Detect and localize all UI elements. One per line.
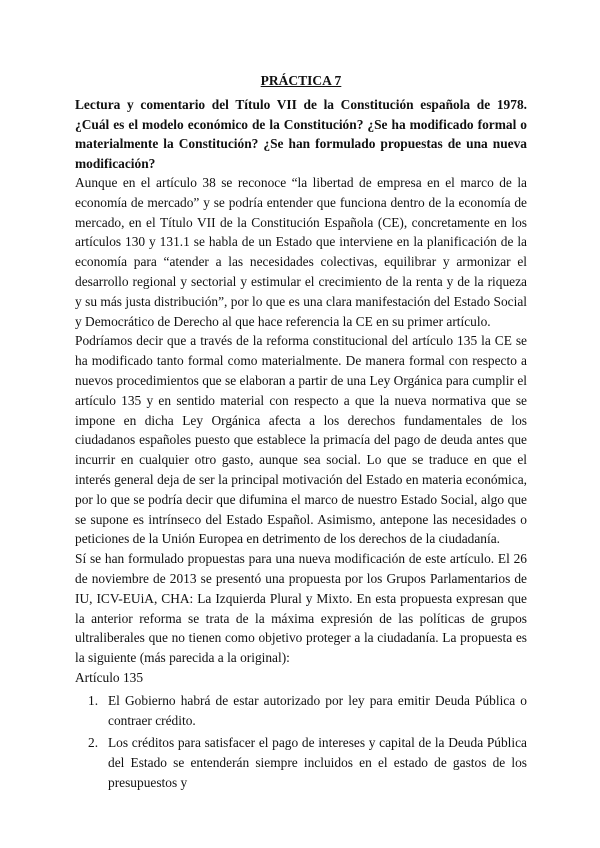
document-title: PRÁCTICA 7: [260, 73, 342, 88]
document-heading: Lectura y comentario del Título VII de la Constitución española de 1978. ¿Cuál es el modelo económico de la Constitución? ¿Se ha modificado formal o materialmente la Constitución? ¿Se han formulado propuestas de una nueva modificación?: [75, 97, 527, 171]
list-item-number: 1.: [88, 692, 99, 708]
list-item: [75, 691, 527, 731]
article-title: Artículo 135: [75, 669, 144, 685]
paragraph-new-proposals: Sí se han formulado propuestas para una nueva modificación de este artículo. El 26 de noviembre de 2013 se presentó una propuesta por los Grupos Parlamentarios de IU, ICV-EUiA, CHA: La Izquierda Plural y Mixto. En esta propuesta expresan que la anterior reforma se trata de la máxima expresión de las políticas de grupos ultraliberales que no tienen como objetivo proteger a la ciudadanía. La propuesta es la siguiente (más parecida a la original):: [75, 551, 527, 666]
list-item-text: El Gobierno habrá de estar autorizado por ley para emitir Deuda Pública o contraer crédito.: [108, 692, 527, 728]
list-item: [75, 733, 527, 792]
list-item-text: Los créditos para satisfacer el pago de intereses y capital de la Deuda Pública del Estado se entenderán siempre incluidos en el estado de gastos de los presupuestos y: [108, 735, 527, 790]
paragraph-economic-model: Aunque en el artículo 38 se reconoce “la libertad de empresa en el marco de la economía de mercado” y se podría entender que funciona dentro de la economía de mercado, en el Título VII de la Constitución Española (CE), concretamente en los artículos 130 y 131.1 se habla de un Estado que interviene en la planificación de la economía para “atender a las necesidades colectivas, equilibrar y armonizar el desarrollo regional y sectorial y estimular el crecimiento de la renta y de la riqueza y su más justa distribución”, por lo que es una clara manifestación del Estado Social y Democrático de Derecho al que hace referencia la CE en su primer artículo.: [75, 175, 527, 329]
list-item-number: 2.: [88, 735, 99, 751]
paragraph-constitutional-reform: Podríamos decir que a través de la reforma constitucional del artículo 135 la CE se ha modificado tanto formal como materialmente. De manera formal con respecto a nuevos procedimientos que se elaboran a partir de una Ley Orgánica para cumplir el artículo 135 y en sentido material con respecto a que la nueva normativa que se impone en dicha Ley Orgánica afecta a los derechos fundamentales de los ciudadanos españoles puesto que establece la primacía del pago de deuda antes que incurrir en cualquier otro gasto, aunque sea social. Lo que se traduce en que el interés general deja de ser la principal motivación del Estado en materia económica, por lo que se podría decir que difumina el marco de nuestro Estado Social, algo que se supone es intrínseco del Estado Español. Asimismo, antepone las necesidades o peticiones de la Unión Europea en detrimento de los derechos de la ciudadanía.: [75, 333, 527, 547]
document-body: [75, 71, 527, 796]
article-list: [75, 691, 527, 793]
